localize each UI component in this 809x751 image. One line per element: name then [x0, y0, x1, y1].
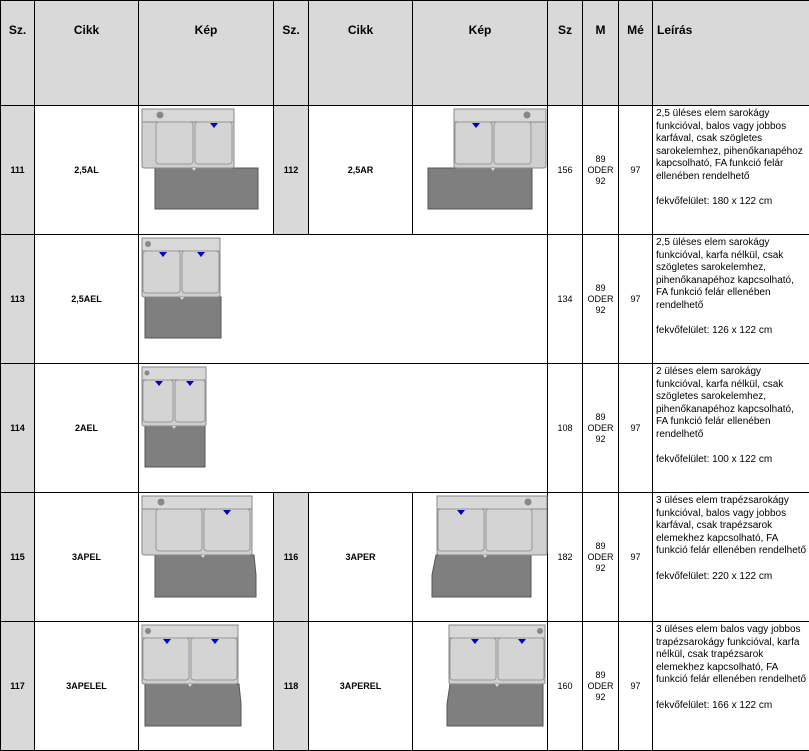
sofa-3apel-drawing [139, 493, 274, 619]
dim-m-2: ODER [587, 681, 613, 691]
description-text: 2,5 üléses elem sarokágy funkcióval, balos vagy jobbos karfával, csak szögletes sarokelemhez, pihenőkanapéhoz kapcsolható, FA funkció felár ellenében rendelhető [656, 108, 807, 183]
header-kep2: Kép [413, 1, 548, 106]
sofa-image-2 [413, 622, 548, 751]
item-code: 2,5AL [35, 106, 139, 235]
item-number-2: 112 [274, 106, 309, 235]
item-code-2: 3APEREL [309, 622, 413, 751]
dim-m-1: 89 [595, 412, 605, 422]
item-code: 2AEL [35, 364, 139, 493]
sofa-image-2 [413, 106, 548, 235]
dim-m-2: ODER [587, 294, 613, 304]
sofa-image [139, 106, 274, 235]
sofa-3apelel-drawing [139, 622, 274, 748]
item-code: 3APELEL [35, 622, 139, 751]
dim-sz: 108 [548, 364, 583, 493]
item-code-2: 3APER [309, 493, 413, 622]
dim-sz: 134 [548, 235, 583, 364]
dim-me: 97 [619, 622, 653, 751]
dim-m [583, 493, 619, 622]
dim-m-2: ODER [587, 552, 613, 562]
header-cikk1: Cikk [35, 1, 139, 106]
dim-m [583, 622, 619, 751]
bed-surface: fekvőfelület: 100 x 122 cm [656, 454, 807, 467]
header-sz: Sz [548, 1, 583, 106]
dim-m [583, 235, 619, 364]
description [653, 622, 809, 751]
sofa-image [139, 235, 548, 364]
description [653, 493, 809, 622]
item-code: 2,5AEL [35, 235, 139, 364]
table-row [1, 622, 809, 751]
header-sz2: Sz. [274, 1, 309, 106]
sofa-image [139, 622, 274, 751]
header-cikk2: Cikk [309, 1, 413, 106]
sofa-image-2 [413, 493, 548, 622]
bed-surface: fekvőfelület: 180 x 122 cm [656, 196, 807, 209]
dim-m [583, 364, 619, 493]
bed-surface: fekvőfelület: 166 x 122 cm [656, 700, 807, 713]
sofa-2-5ar-drawing [413, 106, 548, 232]
dim-m-2: ODER [587, 423, 613, 433]
sofa-3aperel-drawing [413, 622, 548, 748]
sofa-3aper-drawing [413, 493, 548, 619]
dim-me: 97 [619, 235, 653, 364]
item-number: 111 [1, 106, 35, 235]
description-text: 3 üléses elem balos vagy jobbos trapézsarokágy funkcióval, karfa nélkül, csak trapézsarok elemekhez kapcsolható, FA funkció felár ellenében rendelhető [656, 624, 807, 687]
table-row [1, 493, 809, 622]
dim-m-3: 92 [595, 176, 605, 186]
dim-sz: 160 [548, 622, 583, 751]
header-leiras: Leírás [653, 1, 809, 106]
bed-surface: fekvőfelület: 220 x 122 cm [656, 571, 807, 584]
dim-m-3: 92 [595, 563, 605, 573]
description [653, 235, 809, 364]
item-number-2: 118 [274, 622, 309, 751]
table-row [1, 364, 809, 493]
sofa-2-5al-drawing [139, 106, 274, 232]
bed-surface: fekvőfelület: 126 x 122 cm [656, 325, 807, 338]
dim-m-1: 89 [595, 541, 605, 551]
item-number: 117 [1, 622, 35, 751]
dim-m-1: 89 [595, 154, 605, 164]
header-m: M [583, 1, 619, 106]
description-text: 3 üléses elem trapézsarokágy funkcióval, balos vagy jobbos karfával, csak trapézsarok elemekhez kapcsolható, FA funkció felár ellenében rendelhető [656, 495, 807, 558]
header-sz1: Sz. [1, 1, 35, 106]
item-number-2: 116 [274, 493, 309, 622]
dim-m-3: 92 [595, 692, 605, 702]
item-code-2: 2,5AR [309, 106, 413, 235]
dim-m-2: ODER [587, 165, 613, 175]
header-me: Mé [619, 1, 653, 106]
description [653, 364, 809, 493]
item-number: 113 [1, 235, 35, 364]
description-text: 2 üléses elem sarokágy funkcióval, karfa nélkül, csak szögletes sarokelemhez, pihenőkanapéhoz kapcsolható, FA funkció felár ellenében rendelhető [656, 366, 807, 441]
dim-m [583, 106, 619, 235]
dim-sz: 156 [548, 106, 583, 235]
item-number: 114 [1, 364, 35, 493]
dim-me: 97 [619, 364, 653, 493]
dim-sz: 182 [548, 493, 583, 622]
sofa-image [139, 493, 274, 622]
sofa-2ael-drawing [139, 364, 339, 490]
table-row [1, 235, 809, 364]
description-text: 2,5 üléses elem sarokágy funkcióval, karfa nélkül, csak szögletes sarokelemhez, pihenőkanapéhoz kapcsolható, FA funkció felár ellenében rendelhető [656, 237, 807, 312]
sofa-2-5ael-drawing [139, 235, 339, 361]
item-number: 115 [1, 493, 35, 622]
sofa-image [139, 364, 548, 493]
header-kep1: Kép [139, 1, 274, 106]
dim-m-3: 92 [595, 305, 605, 315]
header-row [1, 1, 809, 106]
dim-me: 97 [619, 493, 653, 622]
item-code: 3APEL [35, 493, 139, 622]
description [653, 106, 809, 235]
table-row [1, 106, 809, 235]
dim-m-1: 89 [595, 283, 605, 293]
dim-m-3: 92 [595, 434, 605, 444]
dim-me: 97 [619, 106, 653, 235]
dim-m-1: 89 [595, 670, 605, 680]
